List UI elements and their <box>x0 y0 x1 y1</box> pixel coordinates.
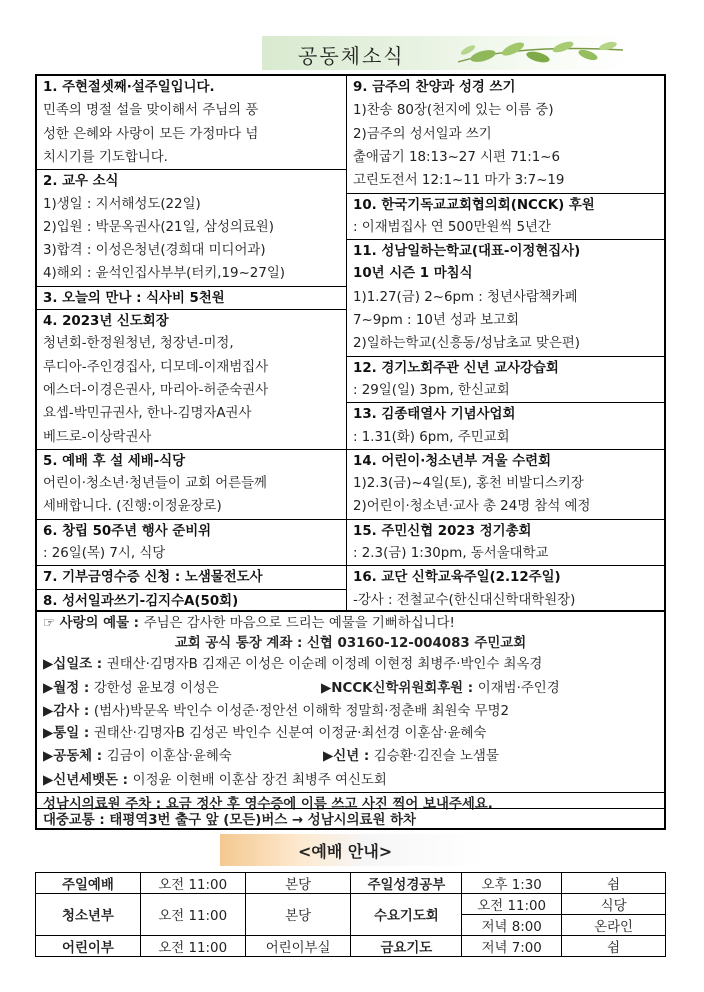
table-cell: 오전 11:00 <box>140 894 245 936</box>
table-cell: 쉼 <box>562 873 666 894</box>
news-line: 1)1.27(금) 2~6pm : 청년사람책카페 <box>353 289 578 305</box>
news-line: 성한 은혜와 사랑이 모든 가정마다 넘 <box>43 126 259 142</box>
news-line: : 1.31(화) 6pm, 주민교회 <box>353 429 510 445</box>
news-line: 요셉-박민규권사, 한나-김명자A권사 <box>43 406 252 422</box>
thanks-line: ▶감사 : (범사)박문옥 박인수 이성준·정안선 이해학 정말희·정춘배 최원숙 무명2 <box>43 704 510 719</box>
table-cell: 저녁 7:00 <box>462 936 562 957</box>
news-line: 어린이·청소년·청년들이 교회 어른들께 <box>43 476 267 492</box>
table-cell: 어린이부실 <box>245 936 351 957</box>
news-heading: 3. 오늘의 만나 : 식사비 5천원 <box>37 286 346 310</box>
table-cell: 오전 11:00 <box>140 936 245 957</box>
news-heading: 15. 주민신협 2023 정기총회 <box>347 519 664 543</box>
table-cell: 온라인 <box>562 915 666 936</box>
news-line: 에스더-이경은권사, 마리아-허준숙권사 <box>43 382 269 398</box>
tithe-line: ▶십일조 : 권태산·김명자B 김재곤 이성은 이순례 이정례 이현정 최병주·박인수 최옥경 <box>43 657 543 672</box>
table-cell: 어린이부 <box>36 936 141 957</box>
news-heading: 10년 시즌 1 마침식 <box>353 266 473 282</box>
news-line: : 2.3(금) 1:30pm, 동서울대학교 <box>353 546 549 561</box>
news-line: 베드로-이상락권사 <box>43 429 152 445</box>
news-line: 1)생일 : 지서해성도(22일) <box>43 196 201 212</box>
news-left-column <box>37 76 347 610</box>
news-heading: 1. 주현절셋째·설주일입니다. <box>43 80 215 95</box>
worship-title: <예배 안내> <box>298 842 393 861</box>
news-line: 루디아-주인경집사, 디모데-이재범집사 <box>43 359 269 375</box>
news-heading: 6. 창립 50주년 행사 준비위 <box>37 519 346 543</box>
news-line: 7~9pm : 10년 성과 보고회 <box>353 313 519 328</box>
news-line: 2)입원 : 박문옥권사(21일, 삼성의료원) <box>43 219 274 235</box>
news-right-column <box>347 76 664 610</box>
news-heading: 14. 어린이·청소년부 겨울 수련회 <box>347 449 664 473</box>
table-cell: 금요기도 <box>351 936 462 957</box>
news-line: 치시기를 기도합니다. <box>43 149 168 165</box>
news-line: : 이재범집사 연 500만원씩 5년간 <box>353 219 551 235</box>
news-line: 3)합격 : 이성은청년(경희대 미디어과) <box>43 243 266 259</box>
news-heading: 5. 예배 후 설 세배-식당 <box>37 449 346 473</box>
news-line: 출애굽기 18:13~27 시편 71:1~6 <box>353 149 561 165</box>
parking-notice: 성남시의료원 주차 : 요금 정산 후 영수증에 이름 쓰고 사진 찍어 보내주세요. <box>37 792 664 817</box>
unity-line: ▶통일 : 권태산·김명자B 김성곤 박인수 신분여 이정균·최선경 이훈삼·윤혜숙 <box>43 726 487 741</box>
community-line: ▶공동체 : 김금이 이훈삼·윤혜숙 ▶신년 : 김승환·김진슬 노샘물 <box>43 749 499 764</box>
table-cell: 주일성경공부 <box>351 873 462 894</box>
table-cell: 수요기도회 <box>351 894 462 936</box>
table-cell: 주일예배 <box>36 873 141 894</box>
section-banner <box>262 36 630 70</box>
table-cell: 오전 11:00 <box>462 894 562 915</box>
envelope-line: ▶신년세뱃돈 : 이정윤 이현배 이훈삼 장건 최병주 여신도회 <box>43 773 387 788</box>
monthly-line: ▶월정 : 강한성 윤보경 이성은 ▶NCCK신학위원회후원 : 이재범·주인경 <box>43 681 560 696</box>
news-heading: 2. 교우 소식 <box>37 169 346 193</box>
news-line: 고린도전서 12:1~11 마가 3:7~19 <box>353 173 565 189</box>
table-cell: 저녁 8:00 <box>462 915 562 936</box>
table-cell: 오후 1:30 <box>462 873 562 894</box>
offering-section <box>35 612 666 830</box>
news-line: -강사 : 전철교수(한신대신학대학원장) <box>353 592 576 608</box>
table-cell: 청소년부 <box>36 894 141 936</box>
news-line: 민족의 명절 설을 맞이해서 주님의 풍 <box>43 103 259 119</box>
news-heading: 9. 금주의 찬양과 성경 쓰기 <box>353 80 516 95</box>
news-line: 1)찬송 80장(천지에 있는 이름 중) <box>353 103 554 119</box>
news-line: 2)어린이·청소년·교사 총 24명 참석 예정 <box>353 499 591 515</box>
table-row <box>36 894 666 915</box>
news-grid <box>35 74 666 612</box>
table-cell: 본당 <box>245 894 351 936</box>
news-heading: 8. 성서일과쓰기-김지수A(50회) <box>37 589 346 613</box>
offering-line: ☞ 사랑의 예물 : 주님은 감사한 마음으로 드리는 예물을 기뻐하십니다! <box>43 616 455 631</box>
table-cell: 쉼 <box>562 936 666 957</box>
table-cell: 오전 11:00 <box>140 873 245 894</box>
bank-account: 교회 공식 통장 계좌 : 신협 03160-12-004083 주민교회 <box>174 636 527 651</box>
news-line: 세배합니다. (진행:이정윤장로) <box>43 499 222 515</box>
worship-banner <box>220 834 484 866</box>
news-heading: 11. 성남일하는학교(대표-이정현집사) <box>347 239 664 263</box>
news-heading: 7. 기부금영수증 신청 : 노샘물전도사 <box>37 565 346 589</box>
news-line: 2)일하는학교(신흥동/성남초교 맞은편) <box>353 336 580 352</box>
table-cell: 본당 <box>245 873 351 894</box>
leaves-icon <box>438 36 628 70</box>
news-heading: 12. 경기노회주관 신년 교사강습회 <box>347 356 664 380</box>
news-line: 1)2.3(금)~4일(토), 홍천 비발디스키장 <box>353 476 584 492</box>
news-line: : 29일(일) 3pm, 한신교회 <box>353 382 510 398</box>
news-line: 청년회-한정원청년, 청장년-미정, <box>43 336 234 352</box>
news-line: 2)금주의 성서일과 쓰기 <box>353 126 492 142</box>
table-row <box>36 936 666 957</box>
news-line: 4)해외 : 윤석인집사부부(터키,19~27일) <box>43 266 285 282</box>
table-row <box>36 873 666 894</box>
news-line: : 26일(목) 7시, 식당 <box>43 546 166 561</box>
worship-table <box>35 872 666 957</box>
news-heading: 16. 교단 신학교육주일(2.12주일) <box>347 565 664 589</box>
table-cell: 식당 <box>562 894 666 915</box>
news-heading: 13. 김종태열사 기념사업회 <box>347 402 664 426</box>
transit-notice: 대중교통 : 태평역3번 출구 앞 (모든)버스 → 성남시의료원 하차 <box>37 808 664 833</box>
news-heading: 10. 한국기독교교회협의회(NCCK) 후원 <box>347 193 664 217</box>
section-title: 공동체소식 <box>298 44 405 68</box>
news-heading: 4. 2023년 신도회장 <box>37 309 346 333</box>
